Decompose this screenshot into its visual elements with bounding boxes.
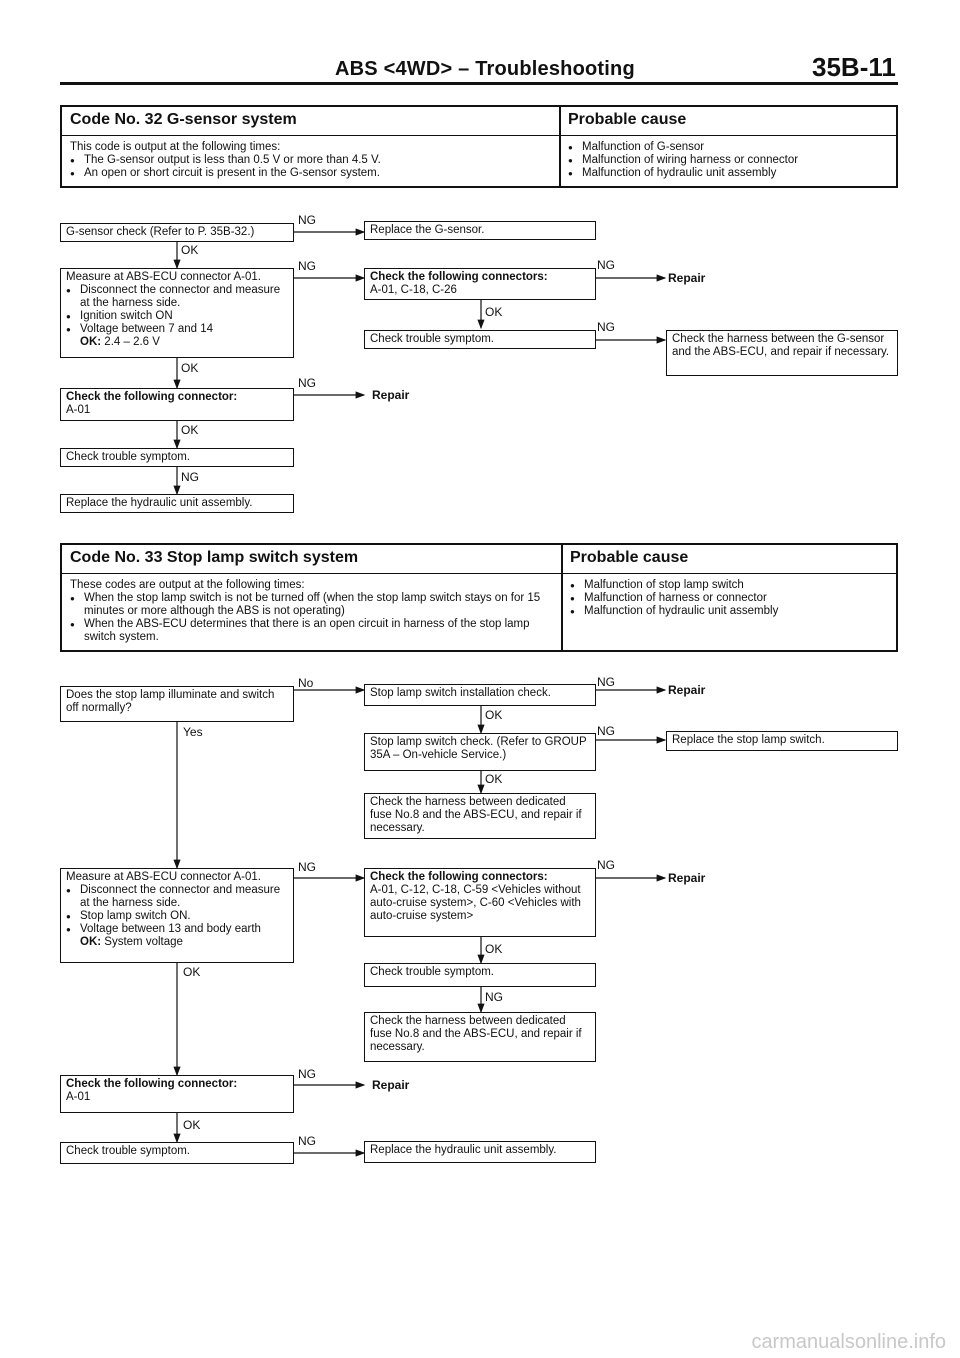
question-box: Does the stop lamp illuminate and switch off normally?: [60, 686, 294, 722]
measure-ok-value: System voltage: [104, 936, 183, 948]
ok-label: OK: [181, 361, 199, 375]
code32-title: Code No. 32 G-sensor system: [70, 111, 297, 128]
code33-table-header: [62, 545, 896, 574]
measure-title: Measure at ABS-ECU connector A-01.: [66, 271, 261, 283]
code32-desc-item: ● An open or short circuit is present in the G-sensor system.: [70, 167, 550, 180]
ng-label: NG: [597, 320, 615, 334]
measure-ok-label: OK:: [80, 936, 102, 948]
ng-label: NG: [597, 858, 615, 872]
code33-desc-intro: These codes are output at the following times:: [70, 579, 305, 591]
check-trouble-left-33: Check trouble symptom.: [60, 1142, 294, 1164]
code32-cause-item: ● Malfunction of G-sensor: [568, 141, 888, 154]
ok-label: OK: [183, 1118, 201, 1132]
connectors-box-32: [364, 268, 596, 300]
connector-id: A-01: [66, 404, 91, 416]
code33-title: Code No. 33 Stop lamp switch system: [70, 549, 359, 566]
connectors-list: A-01, C-18, C-26: [370, 284, 457, 296]
watermark: carmanualsonline.info: [751, 1331, 946, 1353]
code33-causes: [570, 579, 890, 618]
check-trouble-left-32: Check trouble symptom.: [60, 448, 294, 467]
gsensor-check-box: G-sensor check (Refer to P. 35B-32.): [60, 223, 294, 242]
connector-id: A-01: [66, 1091, 91, 1103]
code32-cause-item: ● Malfunction of wiring harness or connector: [568, 154, 888, 167]
connector-title: Check the following connector:: [66, 391, 238, 403]
code33-column-divider: [561, 545, 563, 650]
ng-label: NG: [597, 675, 615, 689]
connectors-list: A-01, C-12, C-18, C-59 <Vehicles without auto-cruise system>, C-60 <Vehicles with auto-cruise system>: [370, 884, 581, 922]
code33-cause-item: ● Malfunction of hydraulic unit assembly: [570, 605, 890, 618]
replace-switch-box: Replace the stop lamp switch.: [666, 731, 898, 751]
code33-cause-title: Probable cause: [570, 549, 689, 566]
ng-label: NG: [298, 213, 316, 227]
no-label: No: [298, 676, 314, 690]
repair-label: Repair: [668, 871, 706, 885]
ok-label: OK: [183, 965, 201, 979]
ng-label: NG: [298, 1067, 316, 1081]
connector-box-33: [60, 1075, 294, 1113]
switch-check-box: Stop lamp switch check. (Refer to GROUP 35A – On-vehicle Service.): [364, 733, 596, 771]
connectors-box-33: [364, 868, 596, 937]
code33-table: [60, 543, 898, 652]
code33-desc-item: ● When the stop lamp switch is not be turned off (when the stop lamp switch stays on for 15 minutes or more although the ABS is not operating): [70, 592, 554, 618]
repair-label: Repair: [668, 683, 706, 697]
replace-hydraulic-box-33: Replace the hydraulic unit assembly.: [364, 1141, 596, 1163]
install-check-box: Stop lamp switch installation check.: [364, 684, 596, 706]
ok-label: OK: [485, 708, 503, 722]
measure-ok-label: OK:: [80, 336, 102, 348]
measure-ecu-box-33: [60, 868, 294, 963]
ng-label: NG: [597, 258, 615, 272]
harness-fuse-box-1: Check the harness between dedicated fuse No.8 and the ABS-ECU, and repair if necessary.: [364, 793, 596, 839]
code33-desc-item: ● When the ABS-ECU determines that there is an open circuit in harness of the stop lamp switch system.: [70, 618, 554, 644]
replace-hydraulic-box-32: Replace the hydraulic unit assembly.: [60, 494, 294, 513]
connectors-title: Check the following connectors:: [370, 871, 548, 883]
measure-item: ● Voltage between 7 and 14: [66, 323, 288, 336]
yes-label: Yes: [183, 725, 203, 739]
code32-cause-item: ● Malfunction of hydraulic unit assembly: [568, 167, 888, 180]
code33-cause-item: ● Malfunction of stop lamp switch: [570, 579, 890, 592]
ng-label: NG: [298, 376, 316, 390]
connector-box-32: [60, 388, 294, 421]
code33-description: [70, 579, 554, 644]
measure-ok-value: 2.4 – 2.6 V: [104, 336, 160, 348]
repair-label: Repair: [372, 388, 410, 402]
measure-title: Measure at ABS-ECU connector A-01.: [66, 871, 261, 883]
ok-label: OK: [181, 243, 199, 257]
repair-label: Repair: [372, 1078, 410, 1092]
page-number: 35B-11: [812, 52, 896, 82]
code33-cause-item: ● Malfunction of harness or connector: [570, 592, 890, 605]
measure-item: ● Stop lamp switch ON.: [66, 910, 288, 923]
ng-label: NG: [485, 990, 503, 1004]
connectors-title: Check the following connectors:: [370, 271, 548, 283]
measure-item: ● Voltage between 13 and body earth: [66, 923, 288, 936]
connector-title: Check the following connector:: [66, 1078, 238, 1090]
ok-label: OK: [485, 772, 503, 786]
ng-label: NG: [597, 724, 615, 738]
ok-label: OK: [485, 942, 503, 956]
replace-gsensor-box: Replace the G-sensor.: [364, 221, 596, 240]
ng-label: NG: [298, 259, 316, 273]
ok-label: OK: [181, 423, 199, 437]
ok-label: OK: [485, 305, 503, 319]
code32-cause-title: Probable cause: [568, 111, 687, 128]
measure-item: ● Disconnect the connector and measure at the harness side.: [66, 284, 288, 310]
check-trouble-right-32: Check trouble symptom.: [364, 330, 596, 349]
measure-ok: [66, 336, 288, 349]
ng-label: NG: [298, 860, 316, 874]
harness-check-box-32: Check the harness between the G-sensor and the ABS-ECU, and repair if necessary.: [666, 330, 898, 376]
code32-desc-intro: This code is output at the following times:: [70, 141, 281, 153]
ng-label: NG: [298, 1134, 316, 1148]
measure-ok: [66, 936, 288, 949]
harness-fuse-box-2: Check the harness between dedicated fuse No.8 and the ABS-ECU, and repair if necessary.: [364, 1012, 596, 1062]
code32-desc-item: ● The G-sensor output is less than 0.5 V or more than 4.5 V.: [70, 154, 550, 167]
repair-label: Repair: [668, 271, 706, 285]
measure-ecu-box-32: [60, 268, 294, 358]
ng-label: NG: [181, 470, 199, 484]
measure-item: ● Disconnect the connector and measure at the harness side.: [66, 884, 288, 910]
check-trouble-right-33: Check trouble symptom.: [364, 963, 596, 987]
measure-item: ● Ignition switch ON: [66, 310, 288, 323]
page-title: ABS <4WD> – Troubleshooting: [335, 58, 635, 80]
